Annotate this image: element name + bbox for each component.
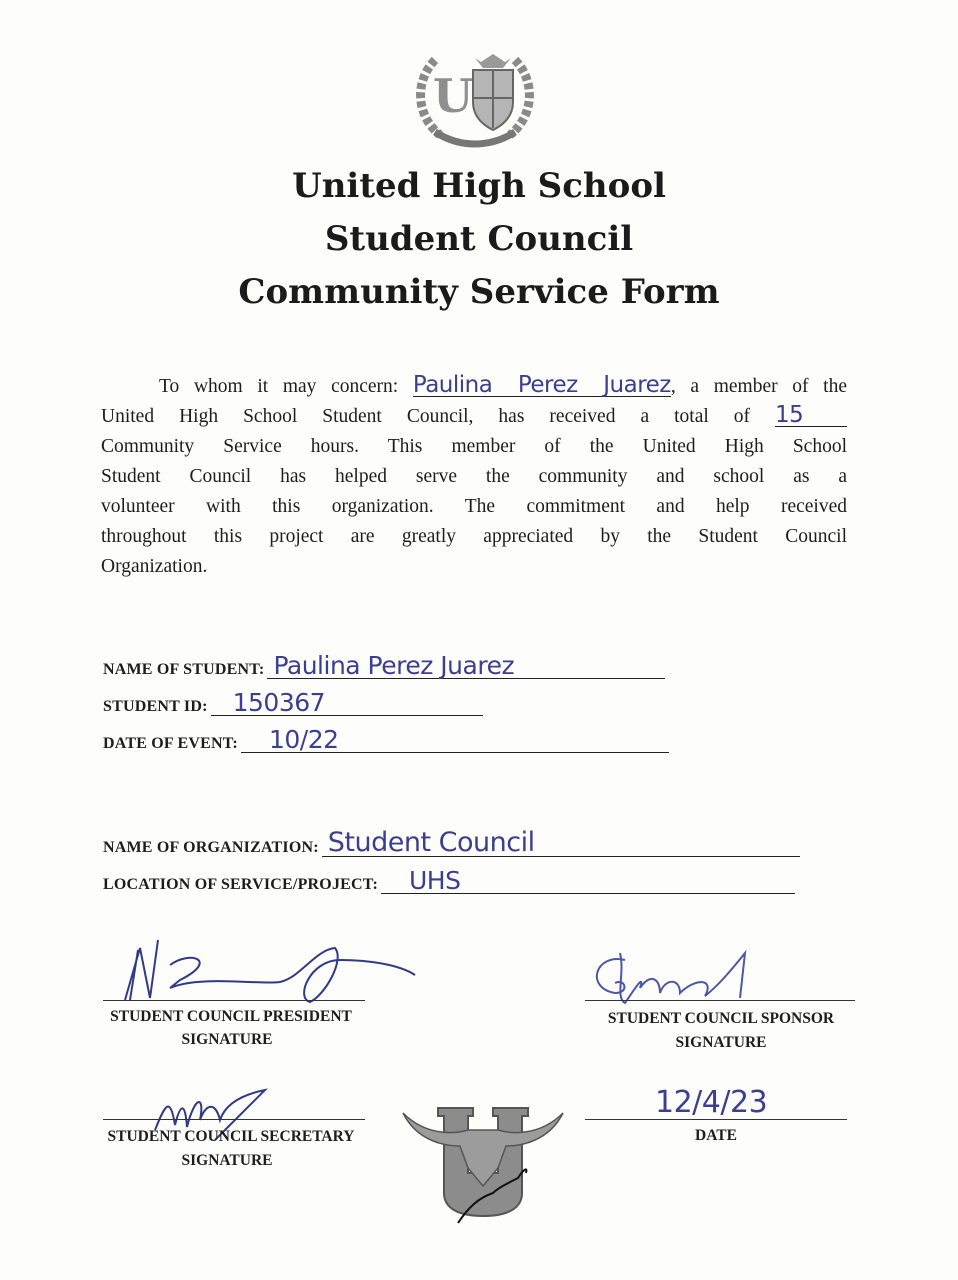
letter-hours: 15 (775, 404, 847, 427)
date-of-event-label: DATE OF EVENT: (103, 735, 238, 752)
date-line[interactable] (585, 1119, 847, 1120)
date-of-event-field (103, 725, 669, 754)
letter-line-6: throughout this project are greatly appreciated by the Student Council (101, 526, 847, 547)
organization-label: NAME OF ORGANIZATION: (103, 839, 319, 856)
president-signature-label: STUDENT COUNCIL PRESIDENT (110, 1008, 352, 1025)
letter-intro: To whom it may concern: (159, 376, 399, 397)
student-id-label: STUDENT ID: (103, 698, 208, 715)
organization-value: Student Council (327, 827, 535, 858)
longhorn-u-logo-icon (398, 1098, 568, 1228)
president-signature-line[interactable] (103, 1000, 365, 1001)
sponsor-signature-line[interactable] (585, 1000, 855, 1001)
letter-line-4: Student Council has helped serve the community and school as a (101, 466, 847, 487)
location-line[interactable] (381, 866, 795, 895)
letter-line-7: Organization. (101, 556, 208, 577)
sponsor-signature-icon (585, 948, 785, 1008)
name-of-student-value: Paulina Perez Juarez (273, 651, 515, 680)
sponsor-signature-label: STUDENT COUNCIL SPONSOR (607, 1010, 835, 1027)
name-of-student-line[interactable] (267, 651, 665, 680)
form-title: Community Service Form (238, 272, 720, 312)
location-label: LOCATION OF SERVICE/PROJECT: (103, 876, 378, 893)
date-label: DATE (695, 1127, 737, 1144)
laurel-crest-icon (405, 40, 545, 150)
location-field (103, 866, 795, 895)
location-value: UHS (409, 866, 461, 895)
svg-text:U: U (433, 69, 474, 123)
school-name-title: United High School (292, 166, 666, 206)
secretary-signature-label: STUDENT COUNCIL SECRETARY (107, 1128, 355, 1145)
letter-line2-text: United High School Student Council, has received a total of (101, 406, 751, 427)
secretary-signature-line[interactable] (103, 1119, 365, 1120)
student-id-line[interactable] (211, 688, 483, 717)
sponsor-signature-sublabel: SIGNATURE (675, 1034, 767, 1051)
letter-student-name: Paulina Perez Juarez (412, 372, 671, 398)
date-of-event-value: 10/22 (268, 725, 339, 754)
president-signature-sublabel: SIGNATURE (181, 1031, 273, 1048)
name-of-student-label: NAME OF STUDENT: (103, 661, 265, 678)
date-of-event-line[interactable] (241, 725, 669, 754)
letter-after-name: , a member of the (670, 376, 847, 397)
letter-line-1 (101, 372, 847, 402)
council-title: Student Council (324, 219, 634, 259)
student-id-value: 150367 (232, 688, 326, 717)
student-id-field (103, 688, 483, 717)
signature-date-value: 12/4/23 (655, 1085, 768, 1120)
organization-field (103, 827, 800, 858)
letter-line-2 (101, 402, 847, 432)
letter-line-3: Community Service hours. This member of the United High School (101, 436, 847, 457)
organization-line[interactable] (322, 827, 800, 858)
secretary-signature-sublabel: SIGNATURE (181, 1152, 273, 1169)
letter-line-5: volunteer with this organization. The commitment and help received (101, 496, 847, 517)
name-of-student-field (103, 651, 665, 680)
letter-body (101, 372, 847, 582)
